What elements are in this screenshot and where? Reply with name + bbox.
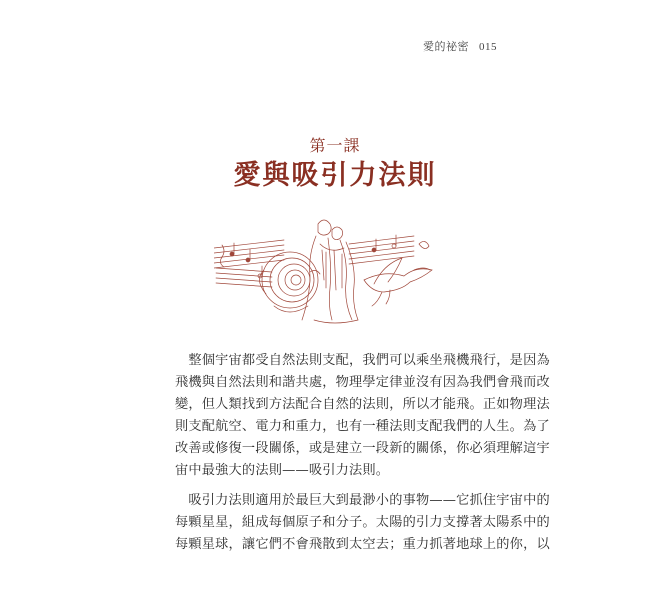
running-header xyxy=(423,38,497,54)
chapter-title: 愛與吸引力法則 xyxy=(233,160,437,191)
text-line: 整個宇宙都受自然法則支配，我們可以乘坐飛機飛行，是因為 xyxy=(175,353,550,368)
body-paragraph-1 xyxy=(175,350,550,482)
text-line: 每顆星球，讓它們不會飛散到太空去；重力抓著地球上的你，以 xyxy=(175,537,550,552)
text-line: 飛機與自然法則和諧共處，物理學定律並沒有因為我們會飛而改 xyxy=(175,375,550,390)
embracing-couple xyxy=(302,220,358,323)
text-line: 每顆星星，組成每個原子和分子。太陽的引力支撐著太陽系中的 xyxy=(175,515,550,530)
text-line: 改善或修復一段關係，或是建立一段新的關係，你必須理解這宇 xyxy=(175,441,550,456)
text-line: 吸引力法則適用於最巨大到最渺小的事物——它抓住宇宙中的 xyxy=(175,493,550,508)
body-paragraph-2 xyxy=(175,490,550,556)
dove xyxy=(364,258,432,306)
text-line: 宙中最強大的法則——吸引力法則。 xyxy=(175,463,390,478)
page-number: 015 xyxy=(479,41,497,53)
music-staff-right xyxy=(349,235,429,264)
text-line: 則支配航空、電力和重力，也有一種法則支配我們的人生。為了 xyxy=(175,419,550,434)
running-title: 愛的祕密 xyxy=(423,40,469,53)
lesson-label: 第一課 xyxy=(309,136,361,155)
music-staff-left xyxy=(214,240,284,287)
text-line: 變，但人類找到方法配合自然的法則，所以才能飛。正如物理法 xyxy=(175,397,550,412)
illustration-lovers-music-dove xyxy=(214,210,444,330)
